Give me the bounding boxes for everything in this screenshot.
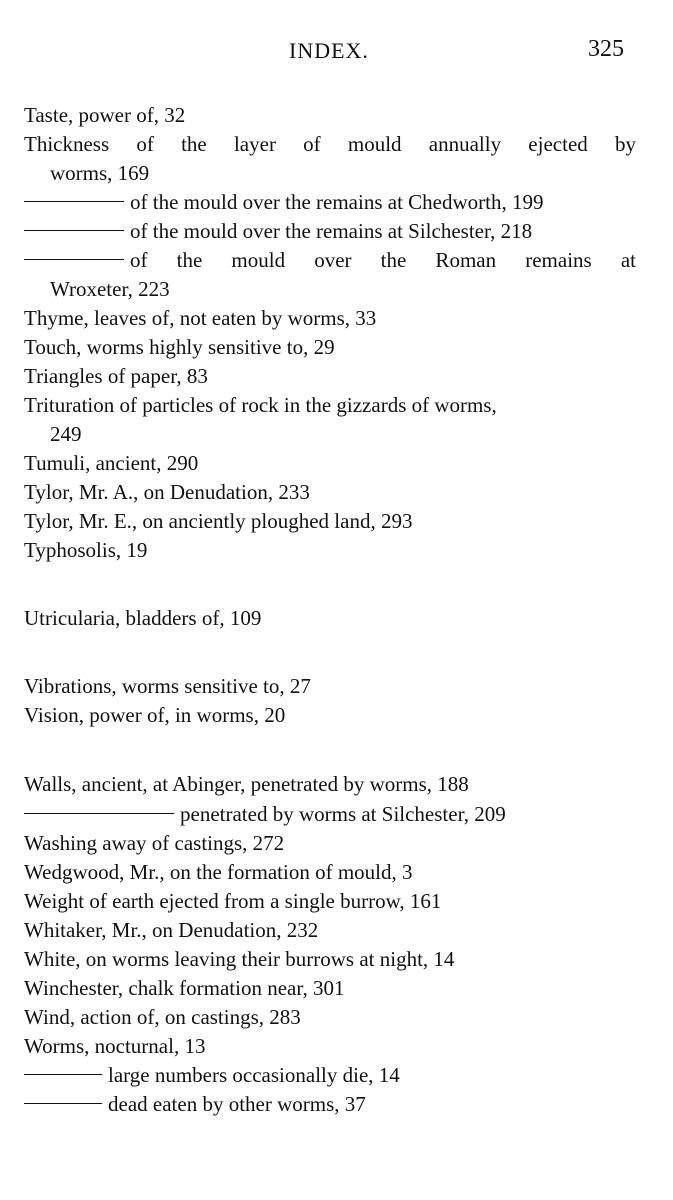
index-entry-text: of the mould over the remains at Silchester, 218 <box>130 219 533 243</box>
index-entry-text: Thyme, leaves of, not eaten by worms, 33 <box>24 306 377 330</box>
index-entry-text: Trituration of particles of rock in the gizzards of worms, <box>24 393 497 417</box>
index-entry-text: Utricularia, bladders of, 109 <box>24 606 262 630</box>
index-entry-line <box>24 536 636 565</box>
running-title: INDEX. <box>289 38 369 63</box>
index-entry-line <box>24 701 636 730</box>
index-entry-line <box>50 275 636 304</box>
index-entry-text: Tumuli, ancient, 290 <box>24 451 199 475</box>
index-entry-line <box>24 304 636 333</box>
ditto-dash <box>24 201 124 202</box>
index-entry-line <box>24 362 636 391</box>
index-entry-text: 249 <box>50 422 82 446</box>
index-entry-text: Vision, power of, in worms, 20 <box>24 703 286 727</box>
ditto-dash <box>24 259 124 260</box>
index-entry-line <box>24 770 636 799</box>
index-entry-text: Whitaker, Mr., on Denudation, 232 <box>24 918 319 942</box>
index-entry-text: Worms, nocturnal, 13 <box>24 1034 206 1058</box>
index-entry-text: Weight of earth ejected from a single burrow, 161 <box>24 889 442 913</box>
index-entry-text: White, on worms leaving their burrows at night, 14 <box>24 947 455 971</box>
index-entry-line <box>24 887 636 916</box>
index-entry-text: Wind, action of, on castings, 283 <box>24 1005 301 1029</box>
index-entry-text: dead eaten by other worms, 37 <box>108 1092 366 1116</box>
index-entry-line <box>50 159 636 188</box>
index-entry-text: Touch, worms highly sensitive to, 29 <box>24 335 335 359</box>
index-entry-text: of the mould over the Roman remains at <box>130 248 636 272</box>
index-entry-line <box>24 507 636 536</box>
ditto-dash <box>24 813 174 814</box>
index-entry-line <box>24 945 636 974</box>
index-entry-line <box>24 1061 636 1090</box>
ditto-dash <box>24 1103 102 1104</box>
page-number: 325 <box>588 36 624 62</box>
index-entry-text: Walls, ancient, at Abinger, penetrated by worms, 188 <box>24 772 469 796</box>
index-entry-line <box>24 1032 636 1061</box>
index-entry-line <box>50 420 636 449</box>
index-entry-line <box>24 916 636 945</box>
index-entry-line <box>24 391 636 420</box>
index-entry-text: Typhosolis, 19 <box>24 538 148 562</box>
index-entry-line <box>24 974 636 1003</box>
index-entry-line <box>24 101 636 130</box>
index-entry-text: Wroxeter, 223 <box>50 277 170 301</box>
index-entry-text: Taste, power of, 32 <box>24 103 186 127</box>
index-entry-text: Thickness of the layer of mould annually ejected by <box>24 132 636 156</box>
index-entry-text: of the mould over the remains at Chedworth, 199 <box>130 190 544 214</box>
index-entry-line <box>24 800 636 829</box>
index-entry-text: Tylor, Mr. E., on anciently ploughed land, 293 <box>24 509 413 533</box>
index-entry-line <box>24 478 636 507</box>
index-entry-line <box>24 604 636 633</box>
page-header <box>0 34 673 68</box>
ditto-dash <box>24 230 124 231</box>
index-entry-line <box>24 829 636 858</box>
index-entry-text: penetrated by worms at Silchester, 209 <box>180 802 506 826</box>
ditto-dash <box>24 1074 102 1075</box>
index-entry-line <box>24 449 636 478</box>
index-entry-line <box>24 130 636 159</box>
index-entry-line <box>24 333 636 362</box>
index-entry-line <box>24 672 636 701</box>
index-entry-line <box>24 1090 636 1119</box>
index-entry-line <box>24 858 636 887</box>
index-entry-text: large numbers occasionally die, 14 <box>108 1063 400 1087</box>
index-entry-line <box>24 246 636 275</box>
index-entry-text: Washing away of castings, 272 <box>24 831 285 855</box>
index-entry-text: Winchester, chalk formation near, 301 <box>24 976 345 1000</box>
index-entry-text: Vibrations, worms sensitive to, 27 <box>24 674 311 698</box>
index-entry-line <box>24 1003 636 1032</box>
index-entry-text: Tylor, Mr. A., on Denudation, 233 <box>24 480 310 504</box>
index-entry-line <box>24 217 636 246</box>
index-entry-text: Triangles of paper, 83 <box>24 364 208 388</box>
index-entry-line <box>24 188 636 217</box>
index-entry-text: Wedgwood, Mr., on the formation of mould, 3 <box>24 860 413 884</box>
index-entry-text: worms, 169 <box>50 161 150 185</box>
